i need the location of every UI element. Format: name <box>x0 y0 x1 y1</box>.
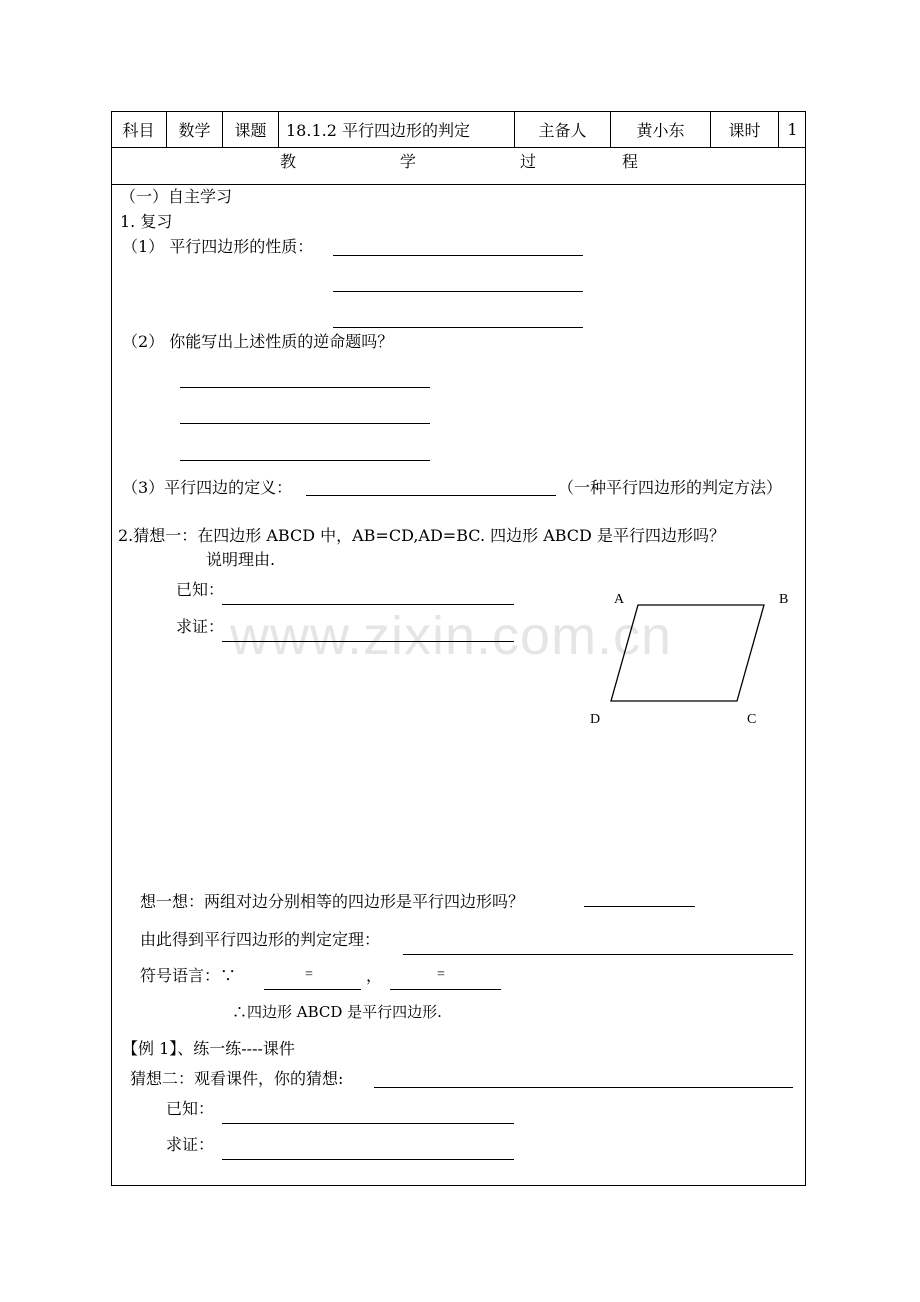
process-title-char: 过 <box>520 152 537 171</box>
answer-blank <box>180 387 430 388</box>
col-divider <box>278 111 279 147</box>
comma: ， <box>366 966 383 985</box>
question-2: （2） 你能写出上述性质的逆命题吗？ <box>122 332 394 351</box>
conjecture-1: 2.猜想一：在四边形 ABCD 中，AB=CD,AD=BC. 四边形 ABCD 是平行四边形吗？ <box>118 526 725 545</box>
topic-value: 18.1.2 平行四边形的判定 <box>286 120 470 140</box>
answer-blank <box>403 954 793 955</box>
prove-label: 求证： <box>176 617 225 636</box>
answer-blank <box>374 1087 793 1088</box>
therefore-line: ∴四边形 ABCD 是平行四边形. <box>232 1003 442 1021</box>
subject-value: 数学 <box>178 120 211 140</box>
answer-blank <box>333 291 583 292</box>
answer-blank <box>180 423 430 424</box>
review-heading: 1. 复习 <box>120 212 173 231</box>
given-label: 已知： <box>176 580 225 599</box>
theorem-prompt: 由此得到平行四边形的判定定理： <box>140 930 381 949</box>
vertex-label-b: B <box>779 592 789 607</box>
period-value: 1 <box>787 119 798 139</box>
vertex-label-a: A <box>614 592 625 607</box>
watermark: www.zixin.com.cn <box>230 606 673 666</box>
vertex-label-d: D <box>590 712 601 727</box>
answer-blank <box>333 255 583 256</box>
given-label-2: 已知： <box>166 1099 215 1118</box>
equals-sign: = <box>437 967 445 982</box>
topic-label: 课题 <box>234 120 267 140</box>
answer-blank <box>222 1159 514 1160</box>
answer-blank <box>390 989 501 990</box>
think-question: 想一想：两组对边分别相等的四边形是平行四边形吗？ <box>140 892 525 911</box>
vertex-label-c: C <box>747 712 757 727</box>
equals-sign: = <box>305 967 313 982</box>
header-row-divider <box>111 147 806 148</box>
process-title-char: 学 <box>400 152 417 171</box>
answer-blank <box>584 906 695 907</box>
title-row-divider <box>111 184 806 185</box>
question-1: （1） 平行四边形的性质： <box>122 237 314 256</box>
preparer-label: 主备人 <box>538 120 587 140</box>
answer-blank <box>333 327 583 328</box>
conjecture-2: 猜想二：观看课件，你的猜想: <box>130 1069 344 1088</box>
subject-label: 科目 <box>122 120 155 140</box>
answer-blank <box>306 495 556 496</box>
process-title-char: 教 <box>280 152 297 171</box>
answer-blank <box>180 460 430 461</box>
prove-label-2: 求证： <box>166 1135 215 1154</box>
answer-blank <box>264 989 361 990</box>
answer-blank <box>222 1123 514 1124</box>
preparer-value: 黄小东 <box>636 120 685 140</box>
symbol-language: 符号语言：∵ <box>140 966 237 985</box>
example-title: 【例 1】、练一练----课件 <box>122 1039 295 1058</box>
question-3: （3）平行四边的定义： <box>122 478 293 497</box>
process-title-char: 程 <box>622 152 639 171</box>
conjecture-1-cont: 说明理由. <box>206 550 276 569</box>
section-title: （一）自主学习 <box>120 187 233 206</box>
period-label: 课时 <box>728 120 761 140</box>
question-3-note: （一种平行四边形的判定方法） <box>558 478 783 497</box>
